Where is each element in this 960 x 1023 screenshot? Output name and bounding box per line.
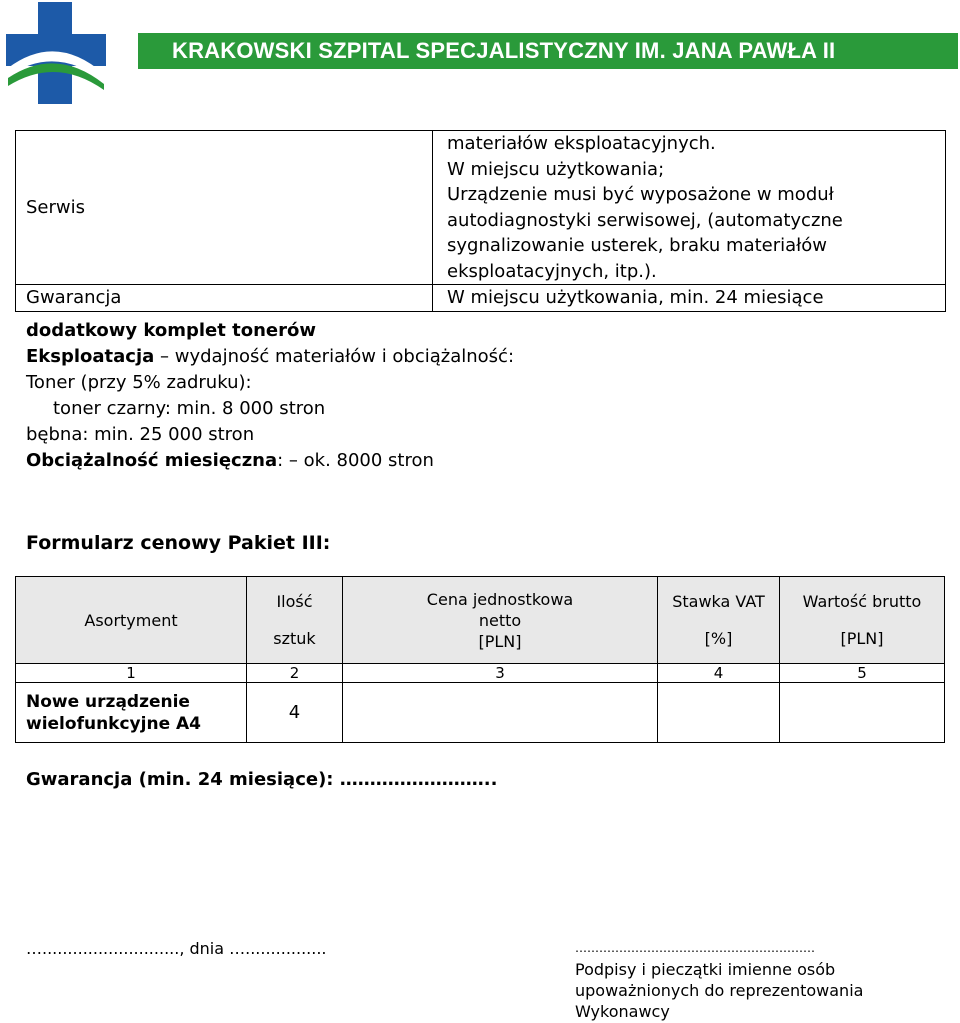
spec-label: Serwis <box>16 131 433 285</box>
column-header-cena: Cena jednostkowa netto [PLN] <box>343 577 658 664</box>
unit-price-cell[interactable] <box>343 683 658 743</box>
column-number: 5 <box>780 664 945 683</box>
spec-line: sygnalizowanie usterek, braku materiałów <box>447 235 828 256</box>
price-table <box>15 576 945 743</box>
spec-line: materiałów eksploatacyjnych. <box>447 133 716 154</box>
form-title: Formularz cenowy Pakiet III: <box>26 532 331 554</box>
column-number: 2 <box>247 664 343 683</box>
hospital-banner <box>138 33 958 69</box>
monthly-load-text: : – ok. 8000 stron <box>277 450 434 471</box>
toner-black: toner czarny: min. 8 000 stron <box>53 398 326 419</box>
column-numbers-row <box>16 664 945 683</box>
spec-table <box>15 130 946 312</box>
toner-coverage: Toner (przy 5% zadruku): <box>26 372 252 393</box>
price-table-header <box>16 577 945 664</box>
spec-line: W miejscu użytkowania, min. 24 miesiące <box>447 287 824 308</box>
spec-value <box>433 285 946 312</box>
column-number: 4 <box>658 664 780 683</box>
exploitation-label: Eksploatacja <box>26 346 155 367</box>
spec-line: Urządzenie musi być wyposażone w moduł <box>447 184 834 205</box>
gross-value-cell[interactable] <box>780 683 945 743</box>
column-header-vat: Stawka VAT [%] <box>658 577 780 664</box>
monthly-load-label: Obciążalność miesięczna <box>26 450 278 471</box>
item-quantity: 4 <box>247 683 343 743</box>
drum-yield: bębna: min. 25 000 stron <box>26 424 255 445</box>
spec-row-gwarancja <box>16 285 946 312</box>
column-number: 1 <box>16 664 247 683</box>
column-header-brutto: Wartość brutto [PLN] <box>780 577 945 664</box>
exploitation-text: – wydajność materiałów i obciążalność: <box>154 346 515 367</box>
item-name: Nowe urządzenie wielofunkcyjne A4 <box>16 683 247 743</box>
signature-dots: …………………………………………………… <box>575 941 815 955</box>
hospital-name: KRAKOWSKI SZPITAL SPECJALISTYCZNY IM. JANA PAWŁA II <box>172 38 836 63</box>
column-header-asortyment: Asortyment <box>16 577 247 664</box>
spec-row-serwis <box>16 131 946 285</box>
hospital-logo-icon <box>6 2 106 104</box>
spec-line: autodiagnostyki serwisowej, (automatyczne <box>447 209 843 231</box>
place-date-line: …..........................., dnia …................ <box>26 939 327 958</box>
monthly-load-line <box>26 448 434 474</box>
warranty-line: Gwarancja (min. 24 miesiące): …………………….. <box>26 769 498 790</box>
spec-label: Gwarancja <box>16 285 433 312</box>
spec-line: eksploatacyjnych, itp.). <box>447 260 657 282</box>
table-row <box>16 683 945 743</box>
column-number: 3 <box>343 664 658 683</box>
spec-line: W miejscu użytkowania; <box>447 158 665 180</box>
spec-value <box>433 131 946 285</box>
vat-cell[interactable] <box>658 683 780 743</box>
signature-caption: Podpisy i pieczątki imienne osób upoważnionych do reprezentowania Wykonawcy <box>575 960 864 1021</box>
extra-toners-heading: dodatkowy komplet tonerów <box>26 320 316 341</box>
exploitation-line <box>26 344 514 370</box>
column-header-ilosc: Ilość sztuk <box>247 577 343 664</box>
